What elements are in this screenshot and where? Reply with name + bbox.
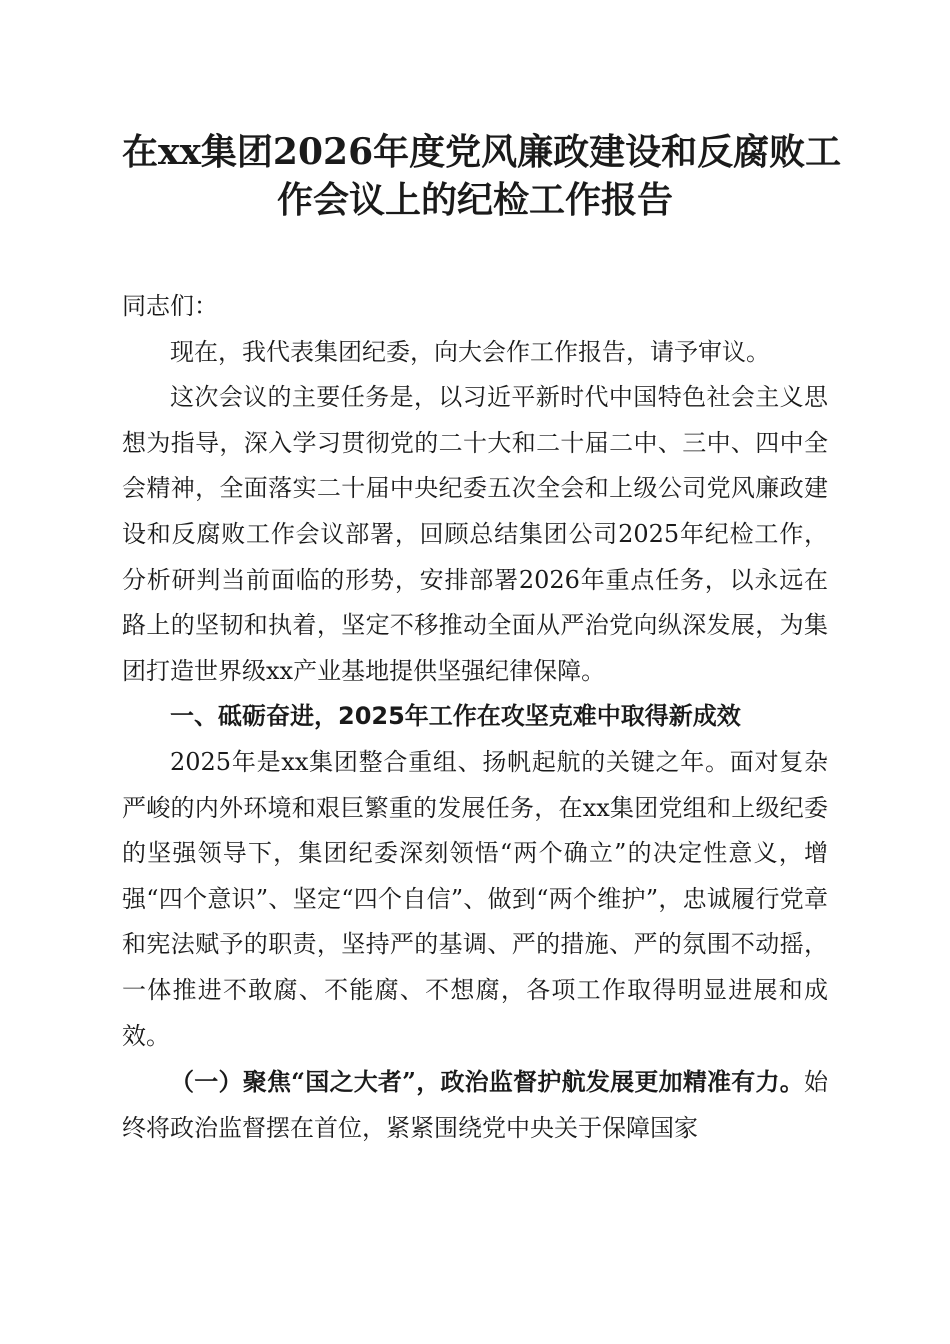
paragraph-section-1: 2025年是xx集团整合重组、扬帆起航的关键之年。面对复杂严峻的内外环境和艰巨繁重的发展任务，在xx集团党组和上级纪委的坚强领导下，集团纪委深刻领悟“两个确立”的决定性意义，增强“四个意识”、坚定“四个自信”、做到“两个维护”，忠诚履行党章和宪法赋予的职责，坚持严的基调、严的措施、严的氛围不动摇，一体推进不敢腐、不能腐、不想腐，各项工作取得明显进展和成效。 [122, 747, 828, 1050]
subsection-heading-1: （一）聚焦“国之大者”，政治监督护航发展更加精准有力。 [170, 1067, 804, 1097]
document-title [122, 128, 842, 224]
section-heading-1: 一、砥砺奋进，2025年工作在攻坚克难中取得新成效 [170, 702, 741, 731]
title-line-2: 作会议上的纪检工作报告 [276, 179, 673, 221]
title-line-1: 在xx集团2026年度党风廉政建设和反腐败工 [122, 131, 842, 173]
salutation: 同志们： [122, 292, 218, 320]
paragraph-subsection-1 [122, 1059, 828, 1151]
paragraph-intro: 现在，我代表集团纪委，向大会作工作报告，请予审议。 [170, 337, 770, 366]
paragraph-main-task: 这次会议的主要任务是，以习近平新时代中国特色社会主义思想为指导，深入学习贯彻党的二十大和二十届二中、三中、四中全会精神，全面落实二十届中央纪委五次全会和上级公司党风廉政建设和反腐败工作会议部署，回顾总结集团公司2025年纪检工作，分析研判当前面临的形势，安排部署2026年重点任务，以永远在路上的坚韧和执着，坚定不移推动全面从严治党向纵深发展，为集团打造世界级xx产业基地提供坚强纪律保障。 [122, 383, 828, 685]
subsection-1-text: 始终将政治监督摆在首位，紧紧围绕党中央关于保障国家 [122, 1068, 828, 1142]
document-body [122, 284, 828, 1151]
